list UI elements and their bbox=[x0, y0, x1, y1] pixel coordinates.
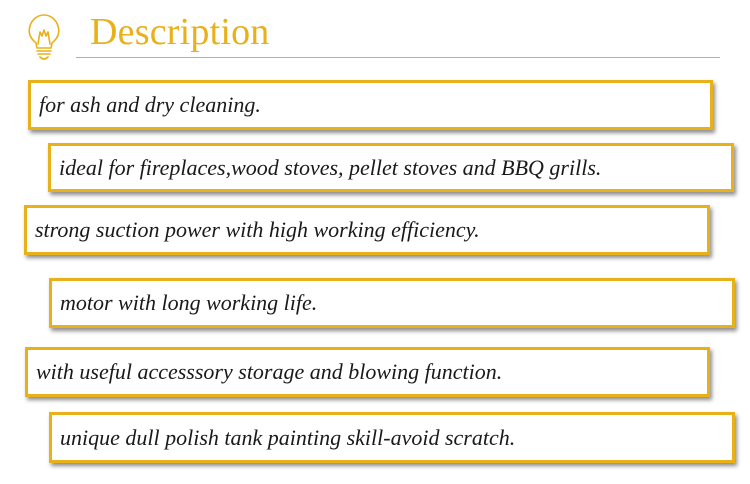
title-divider bbox=[76, 57, 720, 58]
feature-item-fireplaces bbox=[48, 143, 734, 192]
feature-text: unique dull polish tank painting skill-avoid scratch. bbox=[60, 424, 516, 450]
page-title: Description bbox=[90, 11, 270, 53]
feature-text: with useful accesssory storage and blowing function. bbox=[36, 359, 503, 384]
feature-item-ash-cleaning bbox=[28, 80, 713, 130]
feature-item-suction-power bbox=[24, 205, 710, 255]
feature-text: motor with long working life. bbox=[60, 290, 318, 315]
feature-text: for ash and dry cleaning. bbox=[39, 92, 261, 117]
feature-text: strong suction power with high working efficiency. bbox=[35, 217, 480, 242]
description-header bbox=[0, 0, 750, 62]
feature-text: ideal for fireplaces,wood stoves, pellet stoves and BBQ grills. bbox=[59, 154, 602, 180]
feature-item-tank-painting bbox=[49, 412, 735, 463]
feature-item-storage-blowing bbox=[25, 347, 710, 397]
lightbulb-icon bbox=[22, 10, 66, 62]
feature-item-motor-life bbox=[49, 278, 735, 328]
